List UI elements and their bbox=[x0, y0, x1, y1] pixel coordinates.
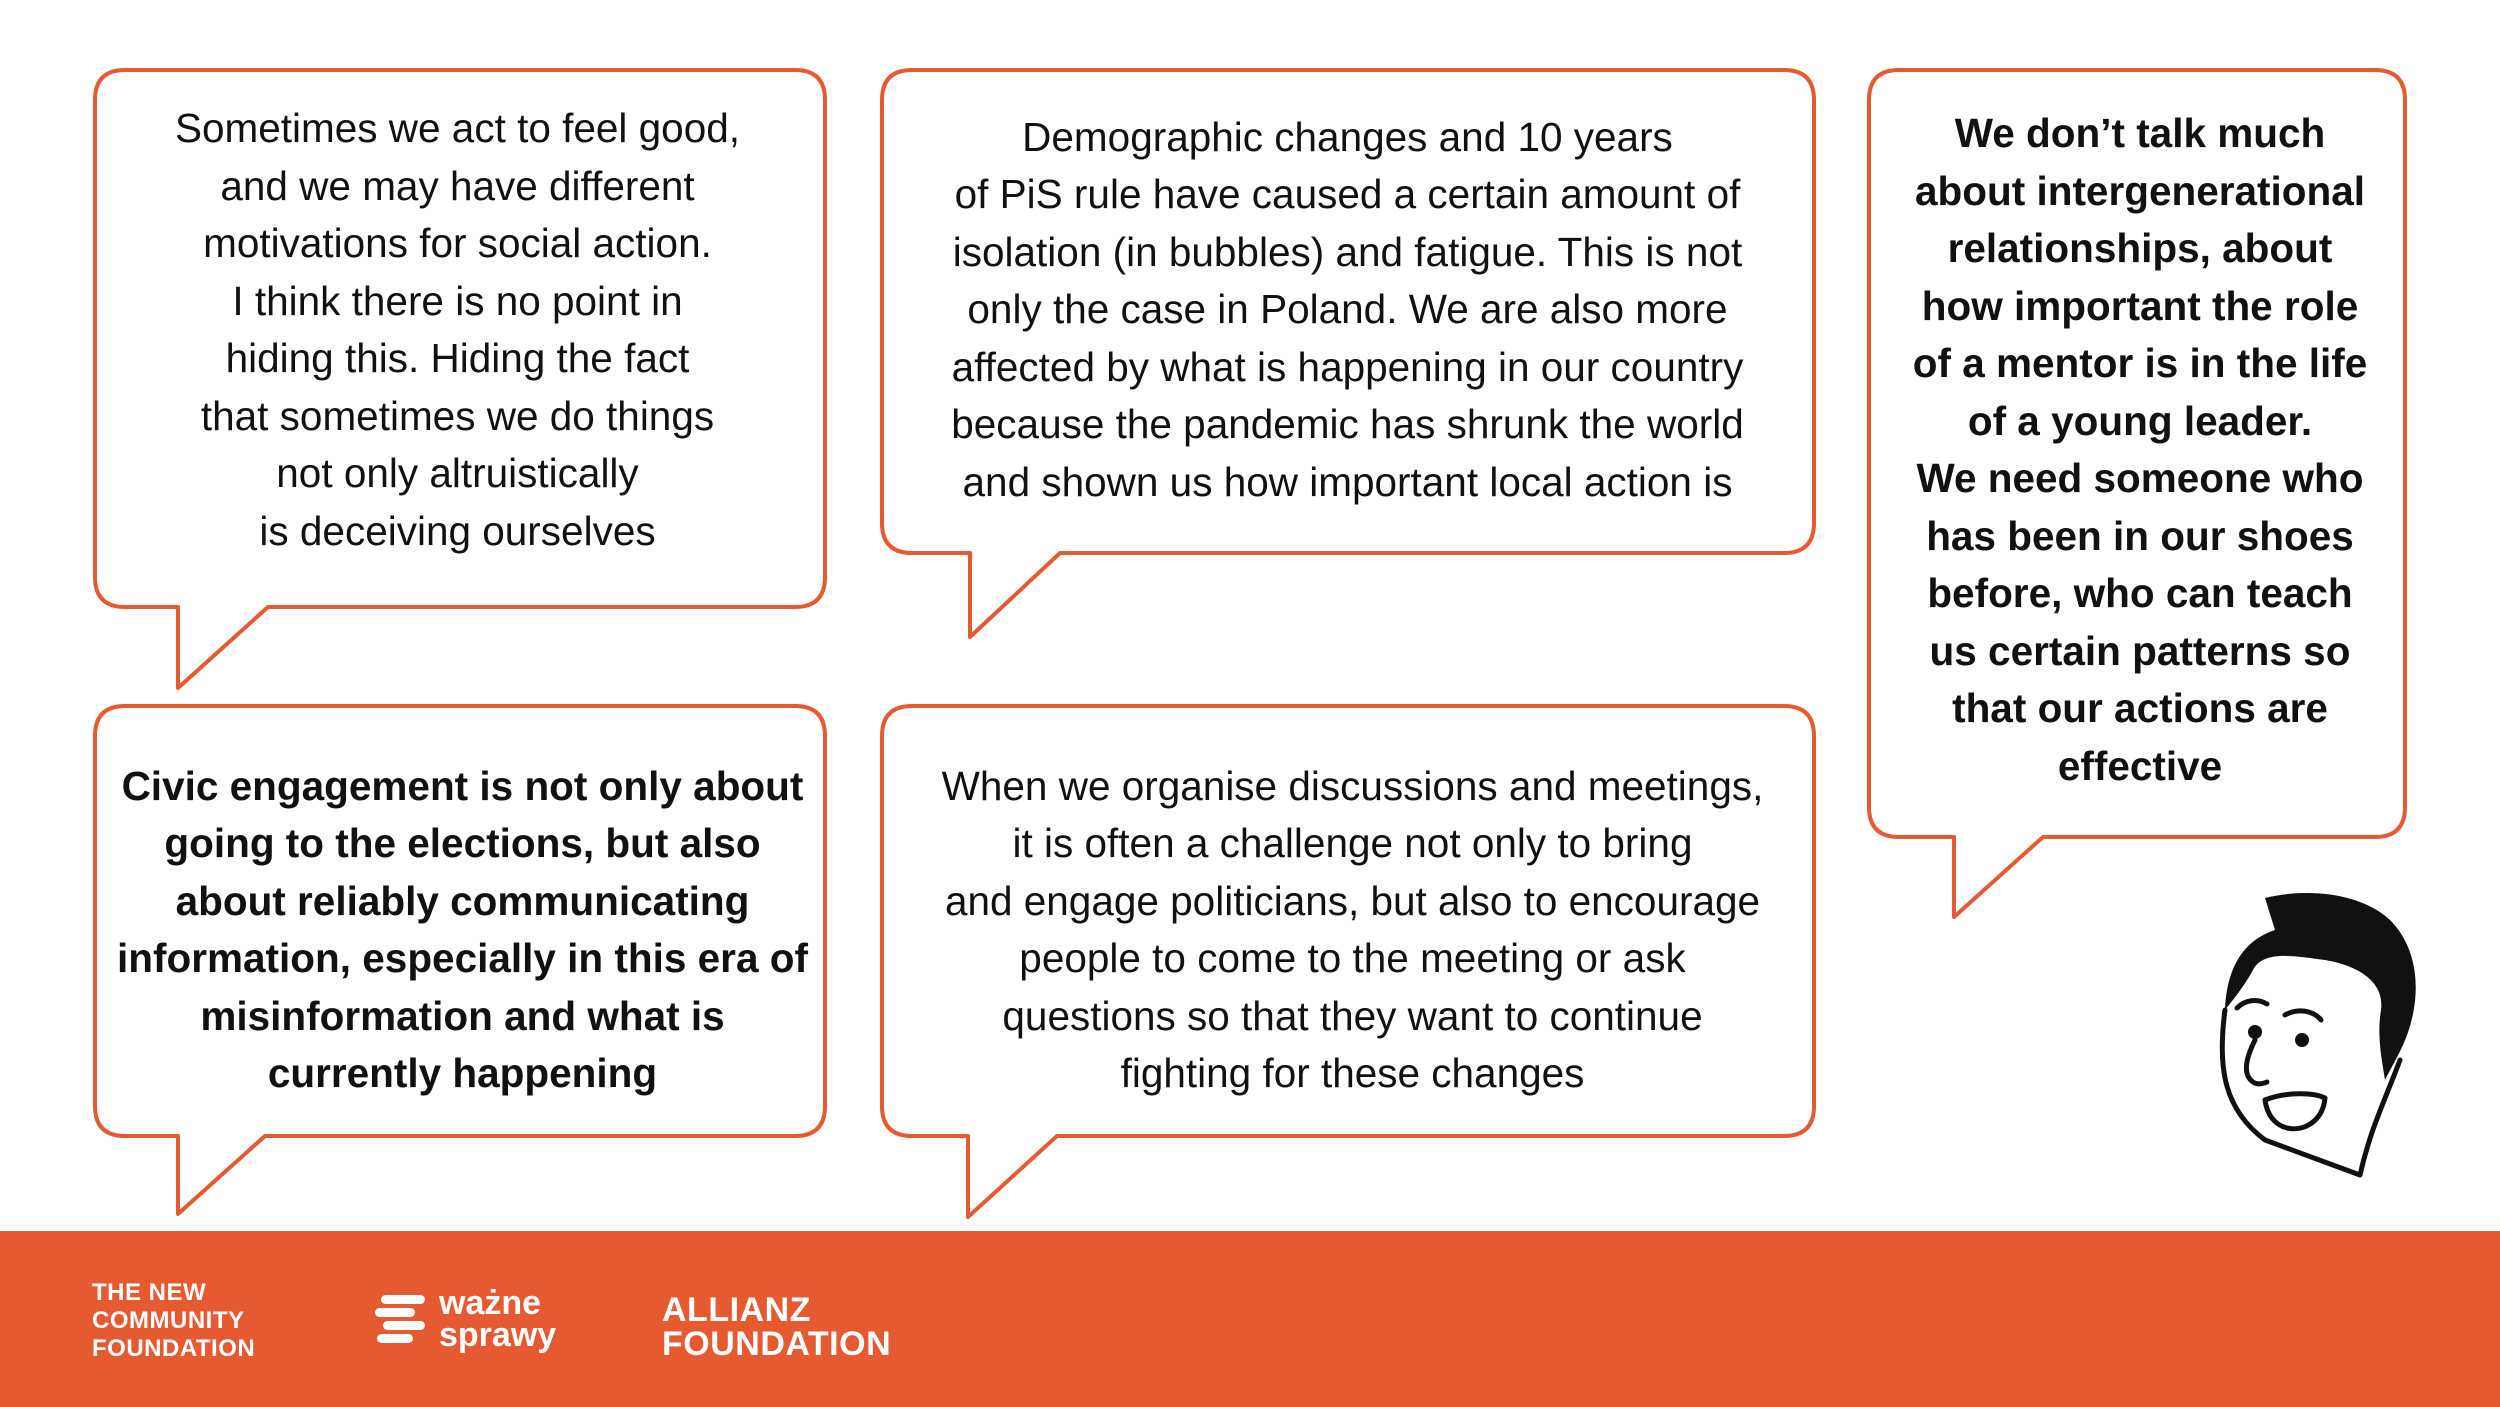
stripes-icon bbox=[375, 1293, 427, 1345]
logo-line: ALLIANZ bbox=[662, 1291, 811, 1329]
quote-5-text: When we organise discussions and meetings, it is often a challenge not only to bring and engage politicians, but also to encourage people to come to the meeting or ask questions so that they want to continue fighting for these changes bbox=[941, 762, 1764, 1096]
allianz-foundation-logo bbox=[662, 1293, 891, 1361]
quote-2-text: Demographic changes and 10 years of PiS rule have caused a certain amount of isolation (in bubbles) and fatigue. This is not only the case in Poland. We are also more affected by what is happening in our country because the pandemic has shrunk the world and shown us how important local action is bbox=[951, 113, 1744, 505]
footer-bar bbox=[0, 1231, 2500, 1407]
logo-line: sprawy bbox=[439, 1316, 557, 1354]
wazne-sprawy-wordmark bbox=[439, 1284, 557, 1354]
logo-line: THE NEW bbox=[92, 1279, 207, 1306]
man-face-illustration-icon bbox=[2185, 870, 2425, 1190]
quote-3-text: We don’t talk much about intergenerational relationships, about how important the role of a mentor is in the life of a young leader. We need someone who has been in our shoes before, who can teach us certain patterns so that our actions are effective bbox=[1912, 110, 2368, 789]
new-community-foundation-logo bbox=[92, 1279, 255, 1363]
logo-line: COMMUNITY bbox=[92, 1307, 245, 1334]
quote-4-text: Civic engagement is not only about going to the elections, but also about reliably communicating information, especially in this era of misinformation and what is currently happening bbox=[117, 762, 808, 1096]
logo-line: ważne bbox=[439, 1284, 542, 1322]
logo-line: FOUNDATION bbox=[92, 1335, 256, 1362]
quote-1-text: Sometimes we act to feel good, and we may have different motivations for social action. I think there is no point in hiding this. Hiding the fact that sometimes we do things not only altruistically is deceiving ourselves bbox=[174, 105, 741, 554]
logo-line: FOUNDATION bbox=[662, 1325, 892, 1363]
